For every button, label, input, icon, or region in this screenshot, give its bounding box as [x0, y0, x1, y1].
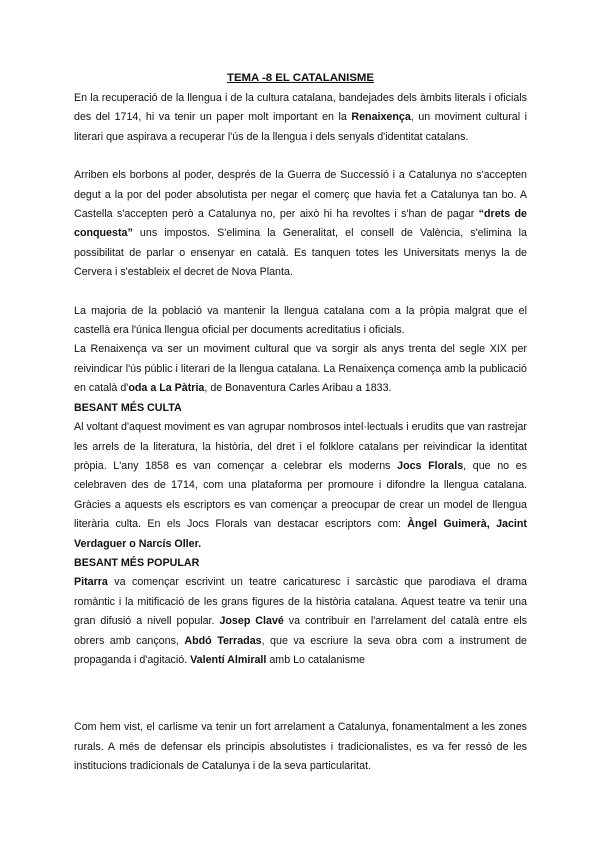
- spacer: [74, 670, 527, 718]
- text-run: Al voltant d'aquest moviment es van agrupar nombrosos intel·lectuals i erudits que van rastrejar les arrels de la literatura, la història, del dret i el folklore catalans per reivindicar la identitat pròpia. L'any 1858 es van començar a celebrar els moderns: [74, 421, 527, 472]
- bold-term-almirall: Valentí Almirall: [190, 653, 267, 666]
- paragraph-borbons: [74, 166, 527, 282]
- bold-term-oda: oda a La Pàtria: [128, 382, 205, 395]
- text-run: , un moviment cultural i literari que aspirava a recuperar l'ús de la llengua i dels senyals d'identitat catalans.: [74, 111, 527, 143]
- bold-term-escriptors: Àngel Guimerà, Jacint Verdaguer o Narcís Oller.: [74, 518, 527, 550]
- text-run: , que va escriure la seva obra com a instrument de propaganda i d'agitació.: [74, 634, 527, 666]
- bold-term-jocs-florals: Jocs Florals: [397, 459, 464, 472]
- paragraph-culta: [74, 418, 527, 554]
- text-run: , de Bonaventura Carles Aribau a 1833.: [204, 382, 392, 395]
- text-run: La Renaixença va ser un moviment cultural que va sorgir als anys trenta del segle XIX per reivindicar l'ús públic i literari de la llengua catalana. La Renaixença comença amb la publicació en català d': [74, 343, 527, 395]
- paragraph-popular: [74, 573, 527, 670]
- text-run: amb Lo catalanisme: [266, 653, 365, 666]
- paragraph-majoria: La majoria de la població va mantenir la llengua catalana com a la pròpia malgrat que el castellà era l'única llengua oficial per documents acreditatius i oficials.: [74, 304, 527, 337]
- bold-term-pitarra: Pitarra: [74, 576, 108, 589]
- bold-term-drets: “drets de conquesta”: [74, 208, 527, 240]
- document-title: TEMA -8 EL CATALANISME: [226, 72, 375, 84]
- text-run: En la recuperació de la llengua i de la cultura catalana, bandejades dels àmbits literals i oficials des del 1714, hi va tenir un paper molt important en la: [74, 92, 527, 124]
- text-run: Arriben els borbons al poder, després de la Guerra de Successió i a Catalunya no s'accepten degut a la por del poder absolutista per negar el comerç que havia fet a Catalunya tan bo. A Castella s'accepten però a Catalunya no, per això hi ha revoltes i s'han de pagar: [74, 169, 527, 221]
- section-heading-popular: BESANT MÉS POPULAR: [74, 556, 200, 569]
- text-run: va contribuir en l'arrelament del català entre els obrers amb cançons,: [74, 615, 527, 647]
- bold-term-renaixenca: Renaixença: [351, 111, 411, 124]
- paragraph-intro: [74, 89, 527, 147]
- paragraph-renaixenca: [74, 340, 527, 398]
- paragraph-carlisme: Com hem vist, el carlisme va tenir un fort arrelament a Catalunya, fonamentalment a les zones rurals. A més de defensar els principis absolutistes i tradicionalistes, es va fer ressò de les institucions tradicionals de Catalunya i de la seva particularitat.: [74, 721, 527, 773]
- text-run: , que no es celebraven des de 1714, com una plataforma per promoure i difondre la llengua catalana. Gràcies a aquests els escriptors es van començar a preocupar de crear un model de llengua literària culta. En els Jocs Florals van destacar escriptors com:: [74, 459, 527, 531]
- text-run: va començar escrivint un teatre caricaturesc i sarcàstic que parodiava el drama romàntic i la mitificació de les grans figures de la història catalana. Aquest teatre va tenir una gran difusió a nivell popular.: [74, 576, 527, 628]
- bold-term-terradas: Abdó Terradas: [184, 634, 262, 647]
- text-run: uns impostos. S'elimina la Generalitat, el consell de València, s'elimina la possibilitat de parlar o ensenyar en català. Es tanquen totes les Universitats menys la de Cervera i s'estableix el decret de Nova Planta.: [74, 227, 527, 279]
- bold-term-clave: Josep Clavé: [219, 615, 284, 628]
- spacer: [74, 283, 527, 302]
- spacer: [74, 147, 527, 166]
- section-heading-culta: BESANT MÉS CULTA: [74, 401, 182, 414]
